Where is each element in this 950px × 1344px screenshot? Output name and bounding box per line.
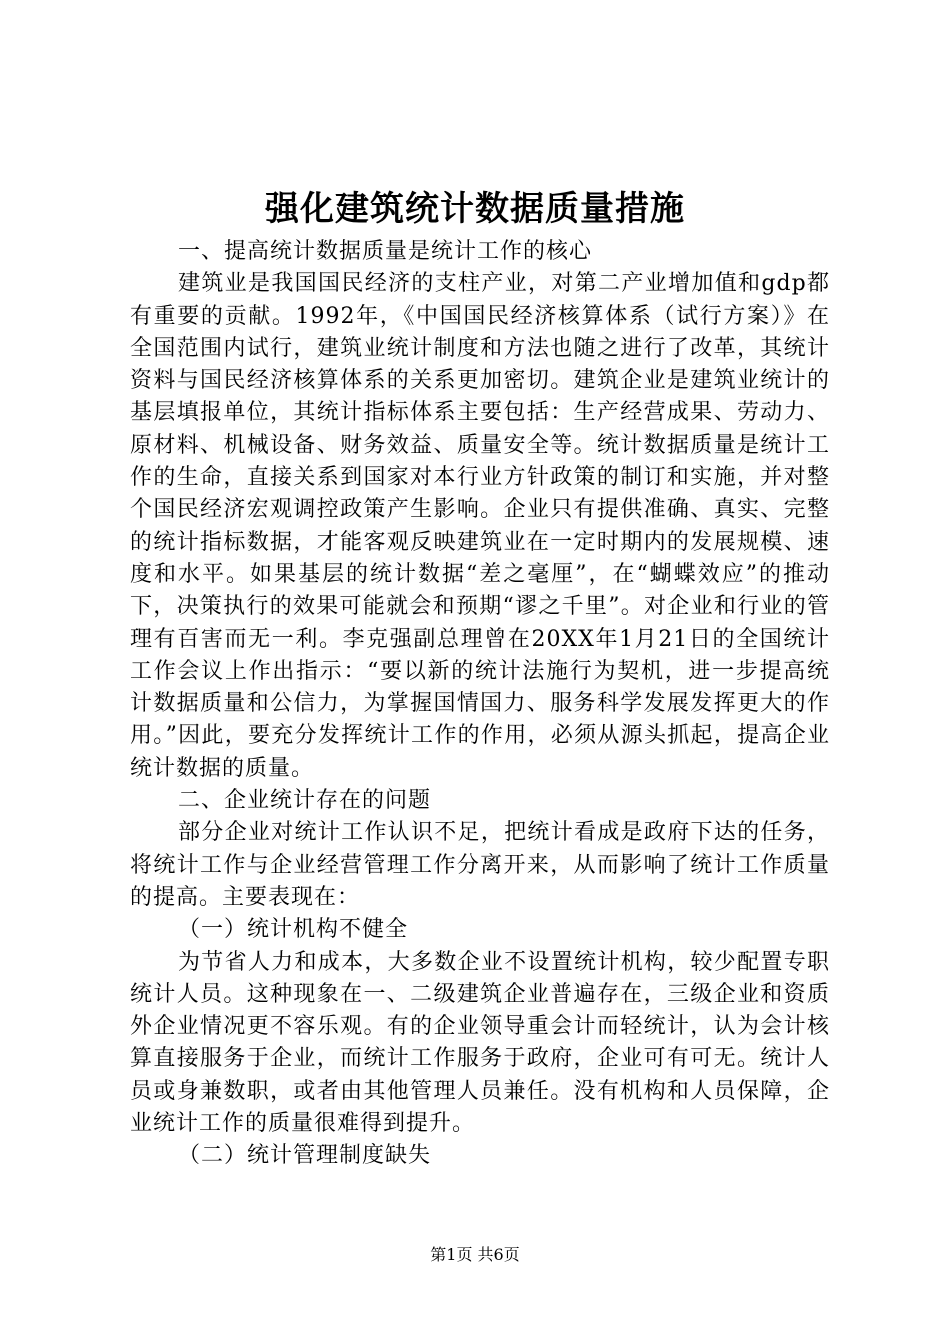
section-heading-2: 二、企业统计存在的问题 — [178, 788, 432, 814]
document-title: 强化建筑统计数据质量措施 — [265, 189, 685, 229]
subsection-heading-1: （一）统计机构不健全 — [178, 917, 409, 943]
body-paragraph-2: 部分企业对统计工作认识不足，把统计看成是政府下达的任务，将统计工作与企业经营管理工作分离开来，从而影响了统计工作质量的提高。主要表现在： — [130, 820, 830, 910]
page-number-footer: 第1页 共6页 — [430, 1245, 520, 1264]
document-body — [130, 236, 830, 1173]
body-paragraph-1: 建筑业是我国国民经济的支柱产业，对第二产业增加值和gdp都有重要的贡献。1992年，《中国国民经济核算体系（试行方案）》在全国范围内试行，建筑业统计制度和方法也随之进行了改革，其统计资料与国民经济核算体系的关系更加密切。建筑企业是建筑业统计的基层填报单位，其统计指标体系主要包括：生产经营成果、劳动力、原材料、机械设备、财务效益、质量安全等。统计数据质量是统计工作的生命，直接关系到国家对本行业方针政策的制订和实施，并对整个国民经济宏观调控政策产生影响。企业只有提供准确、真实、完整的统计指标数据，才能客观反映建筑业在一定时期内的发展规模、速度和水平。如果基层的统计数据“差之毫厘”，在“蝴蝶效应”的推动下，决策执行的效果可能就会和预期“谬之千里”。对企业和行业的管理有百害而无一利。李克强副总理曾在20XX年1月21日的全国统计工作会议上作出指示：“要以新的统计法施行为契机，进一步提高统计数据质量和公信力，为掌握国情国力、服务科学发展发挥更大的作用。”因此，要充分发挥统计工作的作用，必须从源头抓起，提高企业统计数据的质量。 — [130, 271, 830, 781]
body-paragraph-3: 为节省人力和成本，大多数企业不设置统计机构，较少配置专职统计人员。这种现象在一、二级建筑企业普遍存在，三级企业和资质外企业情况更不容乐观。有的企业领导重会计而轻统计，认为会计核算直接服务于企业，而统计工作服务于政府，企业可有可无。统计人员或身兼数职，或者由其他管理人员兼任。没有机构和人员保障，企业统计工作的质量很难得到提升。 — [130, 949, 830, 1137]
subsection-heading-2: （二）统计管理制度缺失 — [178, 1143, 432, 1169]
section-heading-1: 一、提高统计数据质量是统计工作的核心 — [178, 239, 593, 264]
